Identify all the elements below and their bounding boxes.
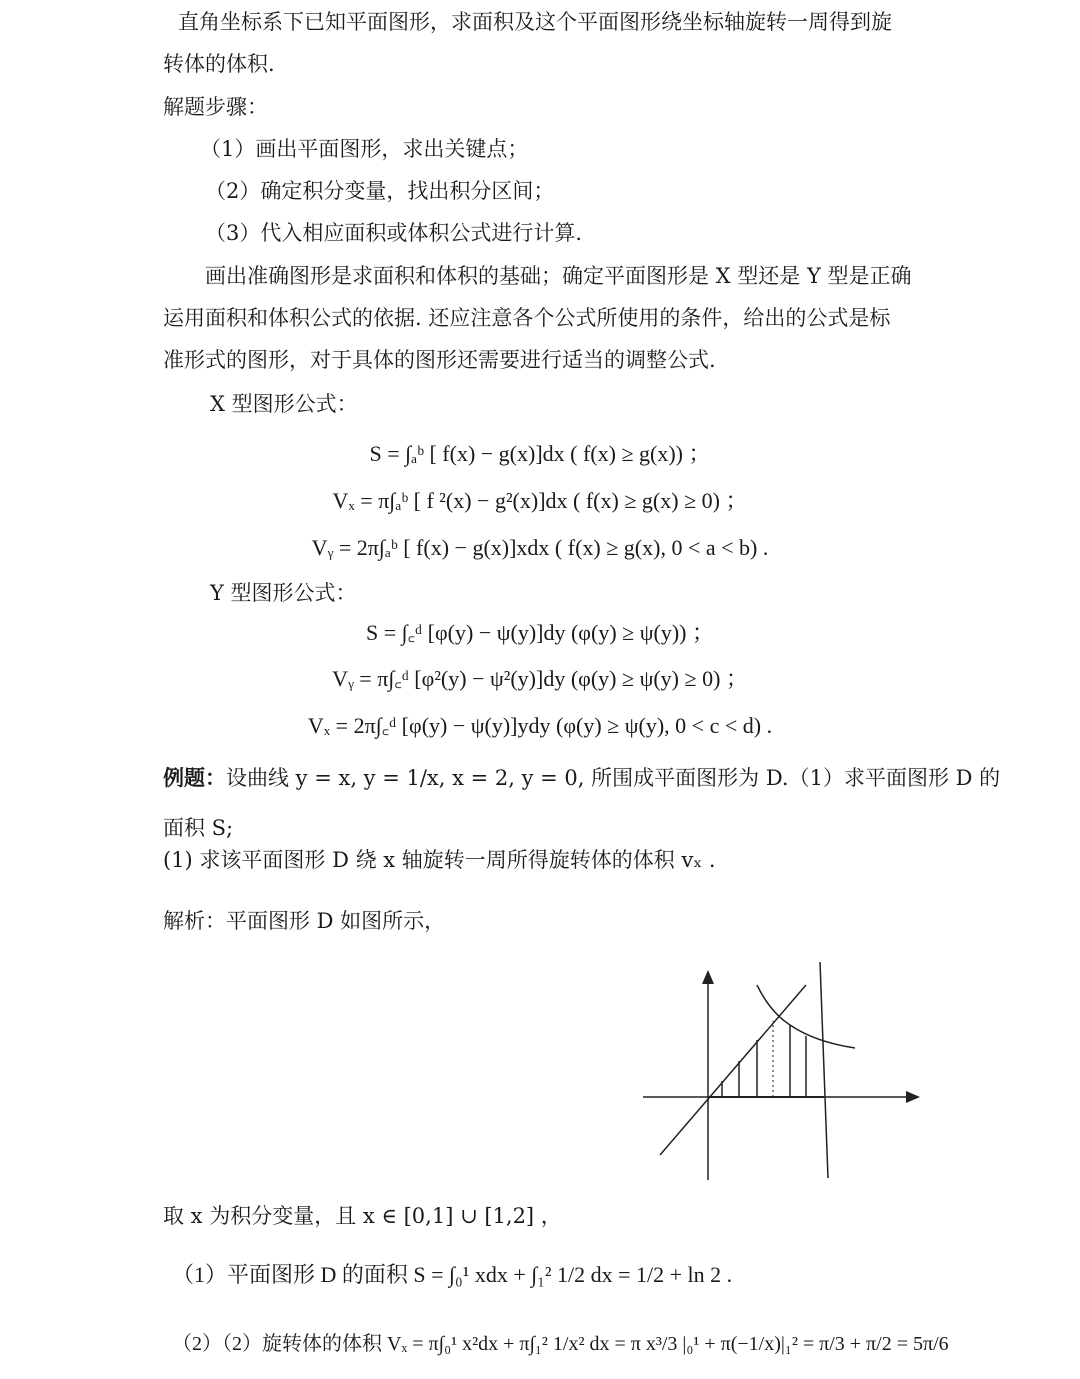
y-axis-arrow-icon xyxy=(702,970,714,984)
line-y-equals-x xyxy=(660,985,806,1155)
steps-heading: 解题步骤： xyxy=(163,95,268,119)
example-text: 设曲线 y = x, y = 1/x, x = 2, y = 0, 所围成平面图形为 D.（1）求平面图形 D 的 xyxy=(226,766,1001,790)
x-formula-area: S = ∫ₐᵇ [ f(x) − g(x)]dx ( f(x) ≥ g(x)) ； xyxy=(369,441,711,466)
x-axis-arrow-icon xyxy=(906,1091,920,1103)
step-1: （1）画出平面图形，求出关键点； xyxy=(200,137,529,161)
paragraph-line-3: 准形式的图形，对于具体的图形还需要进行适当的调整公式. xyxy=(163,348,716,372)
example-line-2: 面积 S; xyxy=(163,816,234,840)
example-label: 例题： xyxy=(163,765,226,790)
paragraph-line-2: 运用面积和体积公式的依据. 还应注意各个公式所使用的条件，给出的公式是标 xyxy=(163,306,891,330)
x-formula-volume-x: Vₓ = π∫ₐᵇ [ f ²(x) − g²(x)]dx ( f(x) ≥ g(x) ≥ 0) ； xyxy=(332,488,748,513)
step-3: （3）代入相应面积或体积公式进行计算. xyxy=(205,221,583,245)
intro-line-1: 直角坐标系下已知平面图形，求面积及这个平面图形绕坐标轴旋转一周得到旋 xyxy=(178,10,892,34)
variable-line: 取 x 为积分变量，且 x ∈ [0,1] ∪ [1,2] ， xyxy=(163,1204,562,1228)
y-type-heading: Y 型图形公式： xyxy=(210,581,357,605)
line-x-equals-2 xyxy=(820,962,828,1178)
step-2: （2）确定积分变量，找出积分区间； xyxy=(205,179,555,203)
y-formula-volume-x: Vₓ = 2π∫꜀ᵈ [φ(y) − ψ(y)]ydy (φ(y) ≥ ψ(y), 0 < c < d) . xyxy=(307,713,773,738)
answer-2: （2）（2）旋转体的体积 Vₓ = π∫₀¹ x²dx + π∫₁² 1/x² dx = π x³/3 |₀¹ + π(−1/x)|₁² = π/3 + π/2 = 5π/6 xyxy=(172,1333,949,1355)
intro-line-2: 转体的体积. xyxy=(163,52,275,76)
x-type-heading: X 型图形公式： xyxy=(210,392,358,416)
region-d-figure xyxy=(640,958,940,1198)
example-line-1 xyxy=(163,767,1080,789)
y-formula-area: S = ∫꜀ᵈ [φ(y) − ψ(y)]dy (φ(y) ≥ ψ(y)) ； xyxy=(366,620,714,645)
answer-1: （1）平面图形 D 的面积 S = ∫₀¹ xdx + ∫₁² 1/2 dx = 1/2 + ln 2 . xyxy=(172,1262,733,1287)
x-formula-volume-y: Vᵧ = 2π∫ₐᵇ [ f(x) − g(x)]xdx ( f(x) ≥ g(x), 0 < a < b) . xyxy=(311,535,769,560)
analysis-line: 解析：平面图形 D 如图所示， xyxy=(163,909,446,933)
example-line-3: (1) 求该平面图形 D 绕 x 轴旋转一周所得旋转体的体积 vₓ . xyxy=(163,848,716,872)
paragraph-line-1: 画出准确图形是求面积和体积的基础；确定平面图形是 X 型还是 Y 型是正确 xyxy=(205,264,912,288)
y-formula-volume-y: Vᵧ = π∫꜀ᵈ [φ²(y) − ψ²(y)]dy (φ(y) ≥ ψ(y) ≥ 0) ； xyxy=(332,666,748,691)
